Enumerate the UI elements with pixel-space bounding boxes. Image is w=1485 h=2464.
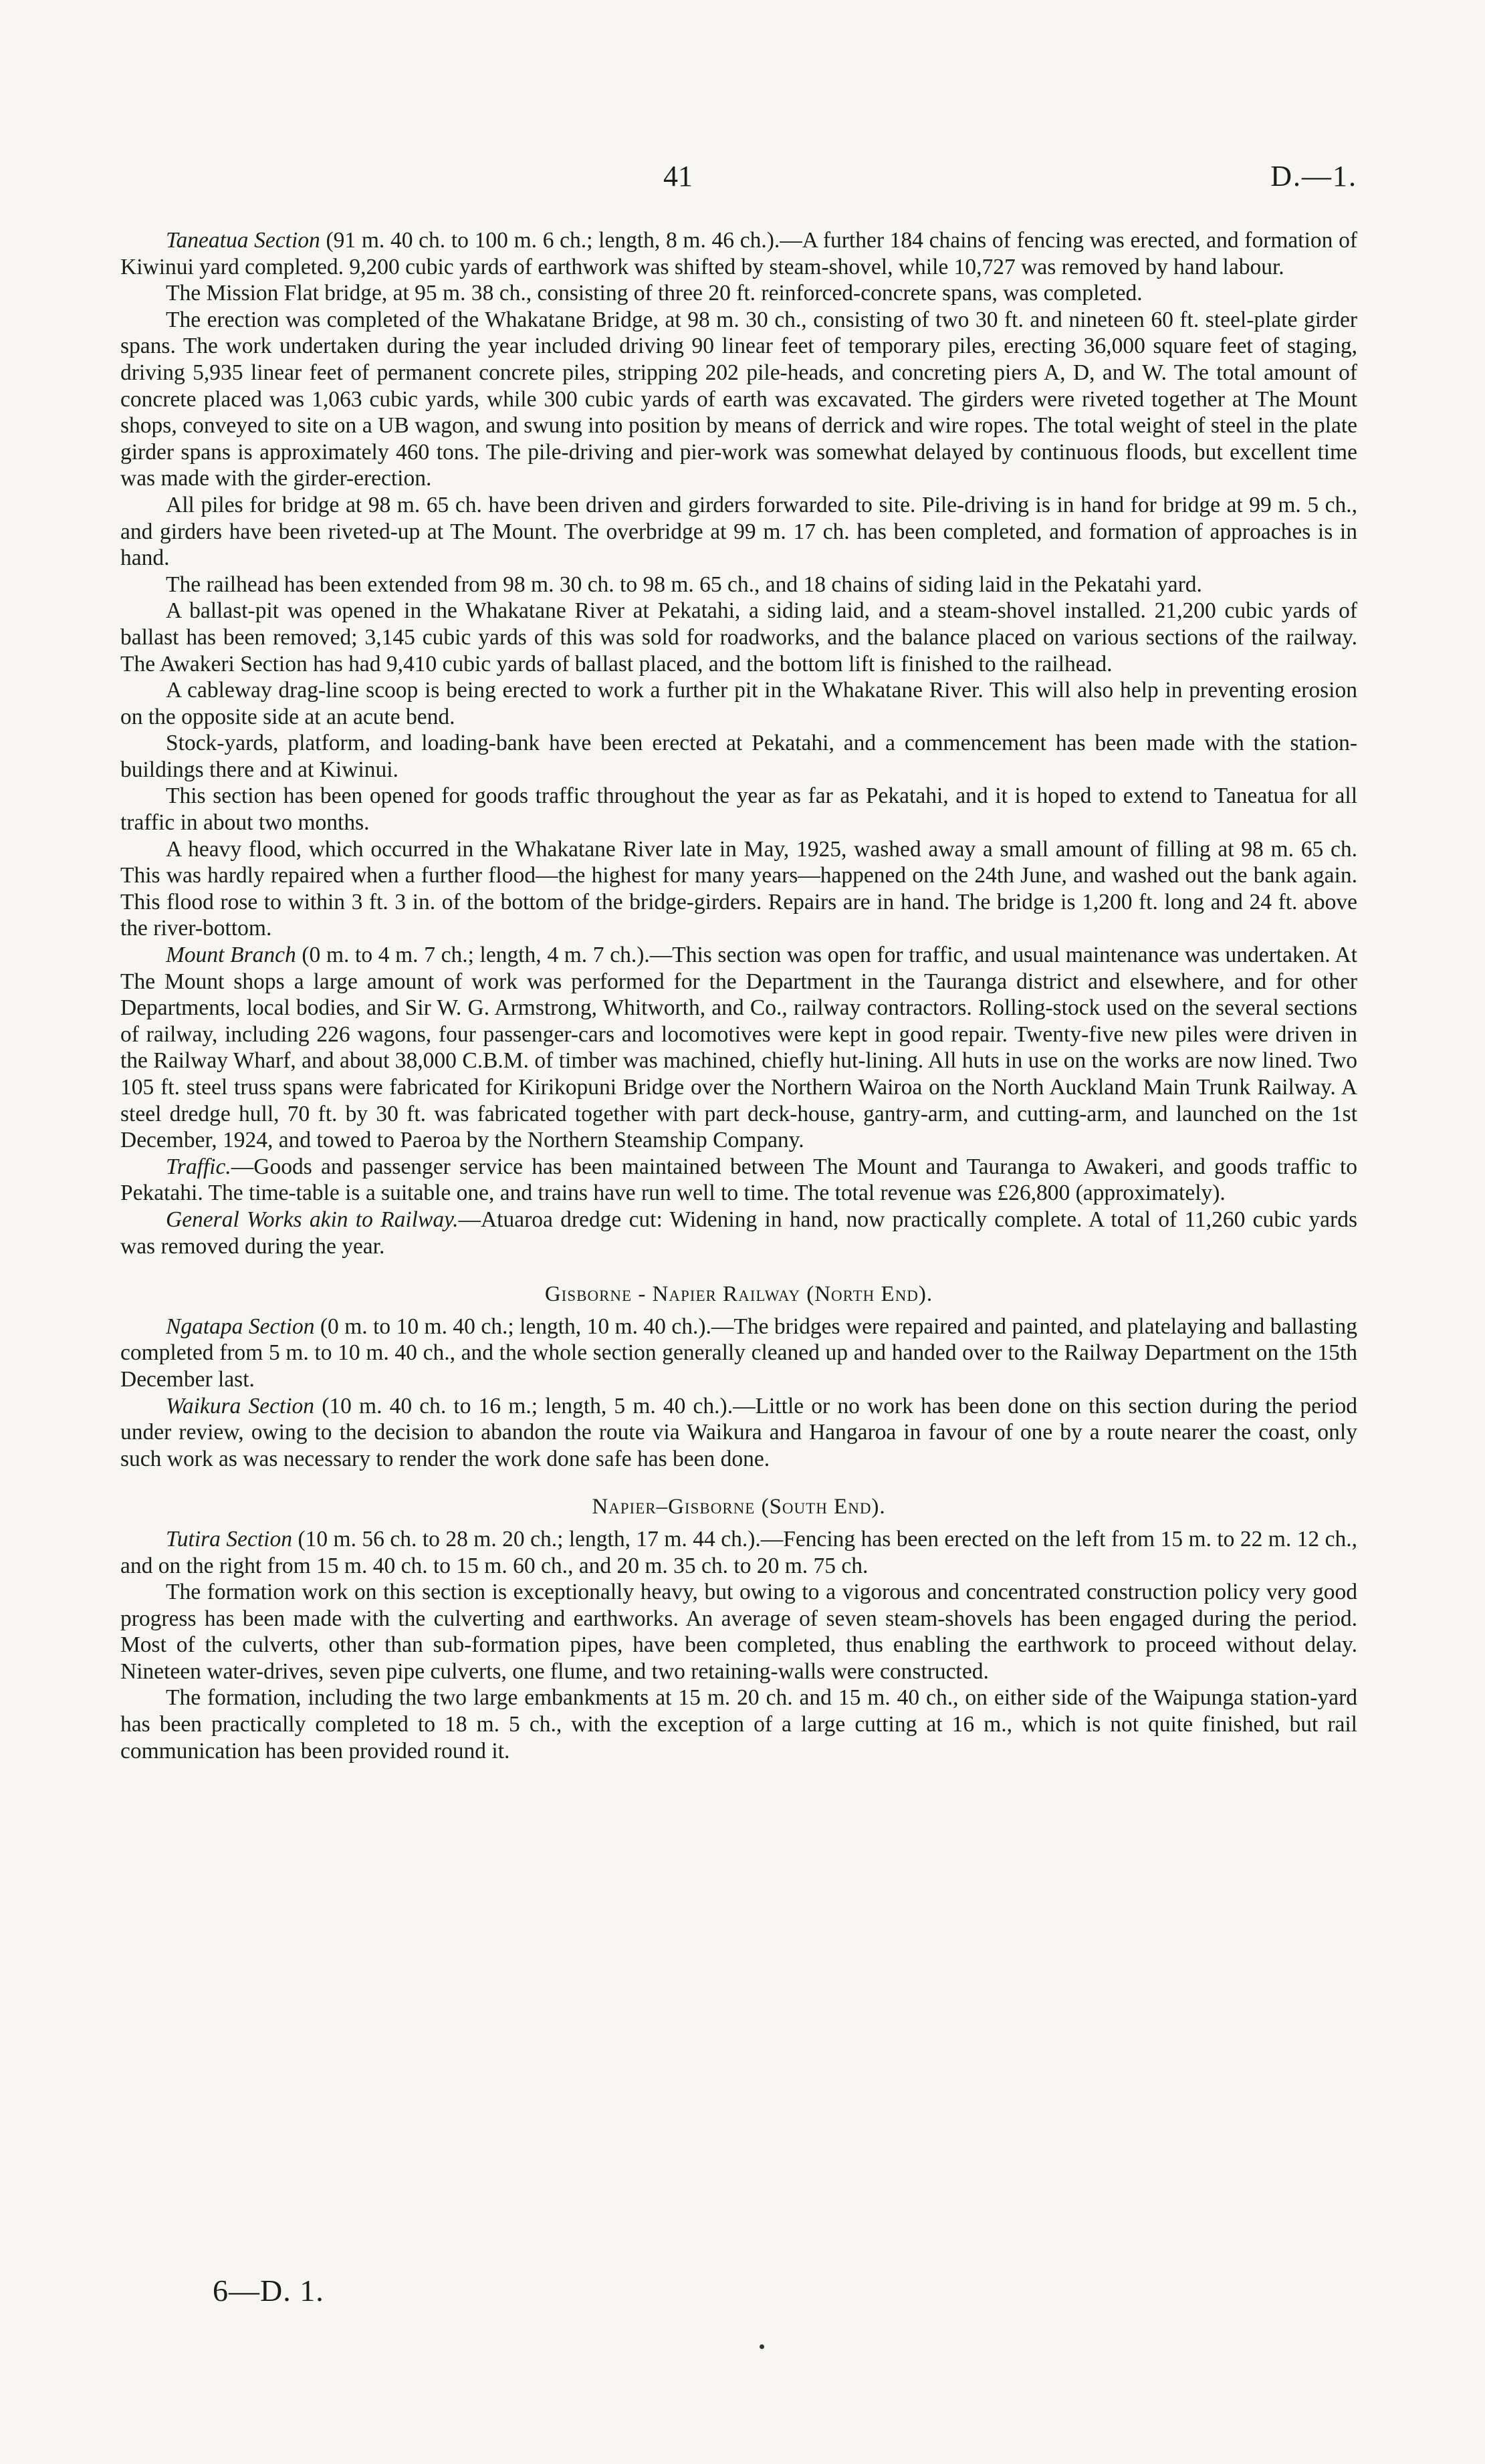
paragraph: [120, 1526, 1357, 1579]
paragraph: [120, 598, 1357, 677]
paragraph-text: A cableway drag-line scoop is being erected to work a further pit in the Whakatane River. This will also help in preventing erosion on the opposite side at an acute bend.: [120, 678, 1357, 729]
paragraph-text: The erection was completed of the Whakatane Bridge, at 98 m. 30 ch., consisting of two 30 ft. and nineteen 60 ft. steel-plate girder spans. The work undertaken during the year included driving 90 linear feet of temporary piles, erecting 36,000 square feet of staging, driving 5,935 linear feet of permanent concrete piles, stripping 202 pile-heads, and concreting piers A, D, and W. The total amount of concrete placed was 1,063 cubic yards, while 300 cubic yards of earth was excavated. The girders were riveted together at The Mount shops, conveyed to site on a UB wagon, and swung into position by means of derrick and wire ropes. The total weight of steel in the plate girder spans is approximately 460 tons. The pile-driving and pier-work was somewhat delayed by continuous floods, but excellent time was made with the girder-erection.: [120, 307, 1357, 491]
section-lead: Ngatapa Section: [166, 1314, 315, 1339]
paragraph: [120, 677, 1357, 730]
paragraph-text: (10 m. 56 ch. to 28 m. 20 ch.; length, 17 m. 44 ch.).—Fencing has been erected on the left from 15 m. to 22 m. 12 ch., and on the right from 15 m. 40 ch. to 15 m. 60 ch., and 20 m. 35 ch. to 20 m. 75 ch.: [120, 1526, 1357, 1578]
paragraph: [120, 280, 1357, 307]
paragraph: [120, 783, 1357, 836]
paragraph-text: The Mission Flat bridge, at 95 m. 38 ch., consisting of three 20 ft. reinforced-concrete spans, was completed.: [166, 281, 1143, 306]
paragraph: [120, 1685, 1357, 1764]
paragraph: [120, 942, 1357, 1154]
body-text: [120, 227, 1357, 1764]
section-lead: Waikura Section: [166, 1393, 315, 1419]
paragraph-text: —Atuaroa dredge cut: Widening in hand, now practically complete. A total of 11,260 cubic yards was removed during the year.: [120, 1207, 1357, 1259]
paragraph: [120, 572, 1357, 598]
section-heading-gisborne-napier: Gisborne - Napier Railway (North End).: [544, 1282, 933, 1307]
paragraph-text: This section has been opened for goods traffic throughout the year as far as Pekatahi, and it is hoped to extend to Taneatua for all traffic in about two months.: [120, 783, 1357, 836]
paragraph-text: A ballast-pit was opened in the Whakatane River at Pekatahi, a siding laid, and a steam-shovel installed. 21,200 cubic yards of ballast has been removed; 3,145 cubic yards of this was sold for roadworks, and the balance placed on various sections of the railway. The Awakeri Section has had 9,410 cubic yards of ballast placed, and the bottom lift is finished to the railhead.: [120, 598, 1357, 676]
section-lead: Taneatua Section: [166, 228, 320, 253]
paragraph-text: The formation work on this section is exceptionally heavy, but owing to a vigorous and concentrated construction policy very good progress has been made with the culverting and earthworks. An average of seven steam-shovels has been engaged during the period. Most of the culverts, other than sub-formation pipes, have been completed, thus enabling the earthwork to proceed without delay. Nineteen water-drives, seven pipe culverts, one flume, and two retaining-walls were constructed.: [120, 1580, 1357, 1684]
page-number: 41: [663, 160, 693, 193]
paragraph: [120, 1314, 1357, 1393]
napier-section-paragraphs: [120, 1526, 1357, 1764]
gisborne-section-paragraphs: [120, 1314, 1357, 1473]
paragraph: [120, 1154, 1357, 1207]
paragraph-text: All piles for bridge at 98 m. 65 ch. have been driven and girders forwarded to site. Pile-driving is in hand for bridge at 99 m. 5 ch., and girders have been riveted-up at The Mount. The overbridge at 99 m. 17 ch. has been completed, and formation of approaches is in hand.: [120, 492, 1357, 571]
section-lead: Mount Branch: [166, 943, 296, 968]
paragraph: [120, 1393, 1357, 1473]
paragraph-text: The railhead has been extended from 98 m. 30 ch. to 98 m. 65 ch., and 18 chains of siding laid in the Pekatahi yard.: [166, 572, 1202, 597]
section-lead: General Works akin to Railway.: [166, 1207, 459, 1232]
stray-ink-mark: [760, 2344, 764, 2349]
paragraph-text: (0 m. to 10 m. 40 ch.; length, 10 m. 40 ch.).—The bridges were repaired and painted, and platelaying and ballasting completed from 5 m. to 10 m. 40 ch., and the whole section generally cleaned up and handed over to the Railway Department on the 15th December last.: [120, 1314, 1357, 1392]
section-heading-napier-gisborne: Napier–Gisborne (South End).: [592, 1495, 886, 1519]
paragraph-text: A heavy flood, which occurred in the Whakatane River late in May, 1925, washed away a small amount of filling at 98 m. 65 ch. This was hardly repaired when a further flood—the highest for many years—happened on the 24th June, and washed out the bank again. This flood rose to within 3 ft. 3 in. of the bottom of the bridge-girders. Repairs are in hand. The bridge is 1,200 ft. long and 24 ft. above the river-bottom.: [120, 836, 1357, 941]
section-lead: Tutira Section: [166, 1526, 292, 1552]
paragraph: [120, 836, 1357, 942]
page-header: [120, 159, 1357, 199]
main-paragraphs: [120, 227, 1357, 1259]
paragraph: [120, 307, 1357, 492]
paragraph: [120, 1579, 1357, 1685]
paragraph-text: The formation, including the two large embankments at 15 m. 20 ch. and 15 m. 40 ch., on either side of the Waipunga station-yard has been practically completed to 18 m. 5 ch., with the exception of a large cutting at 16 m., which is not quite finished, but rail communication has been provided round it.: [120, 1685, 1357, 1763]
section-lead: Traffic.: [166, 1154, 231, 1179]
paragraph-text: (91 m. 40 ch. to 100 m. 6 ch.; length, 8 m. 46 ch.).—A further 184 chains of fencing was erected, and formation of Kiwinui yard completed. 9,200 cubic yards of earthwork was shifted by steam-shovel, while 10,727 was removed by hand labour.: [120, 228, 1358, 279]
paragraph-text: (10 m. 40 ch. to 16 m.; length, 5 m. 40 ch.).—Little or no work has been done on this section during the period under review, owing to the decision to abandon the route via Waikura and Hangaroa in favour of one by a route nearer the coast, only such work as was necessary to render the work done safe has been done.: [120, 1393, 1357, 1471]
paragraph: [120, 227, 1357, 280]
paragraph-text: —Goods and passenger service has been maintained between The Mount and Tauranga to Awakeri, and goods traffic to Pekatahi. The time-table is a suitable one, and trains have run well to time. The total revenue was £26,800 (approximately).: [120, 1154, 1357, 1206]
paragraph: [120, 1207, 1357, 1259]
document-reference: D.—1.: [1270, 160, 1357, 193]
paragraph: [120, 492, 1357, 572]
paragraph-text: Stock-yards, platform, and loading-bank have been erected at Pekatahi, and a commencement has been made with the station-buildings there and at Kiwinui.: [120, 731, 1357, 782]
footer-reference: 6—D. 1.: [213, 2273, 324, 2308]
paragraph: [120, 730, 1357, 783]
paragraph-text: (0 m. to 4 m. 7 ch.; length, 4 m. 7 ch.).—This section was open for traffic, and usual maintenance was undertaken. At The Mount shops a large amount of work was performed for the Department in the Tauranga district and elsewhere, and for other Departments, local bodies, and Sir W. G. Armstrong, Whitworth, and Co., railway contractors. Rolling-stock used on the several sections of railway, including 226 wagons, four passenger-cars and locomotives were kept in good repair. Twenty-five new piles were driven in the Railway Wharf, and about 38,000 C.B.M. of timber was machined, chiefly hut-lining. All huts in use on the works are now lined. Two 105 ft. steel truss spans were fabricated for Kirikopuni Bridge over the Northern Wairoa on the North Auckland Main Trunk Railway. A steel dredge hull, 70 ft. by 30 ft. was fabricated together with part deck-house, gantry-arm, and cutting-arm, and launched on the 1st December, 1924, and towed to Paeroa by the Northern Steamship Company.: [120, 943, 1357, 1153]
